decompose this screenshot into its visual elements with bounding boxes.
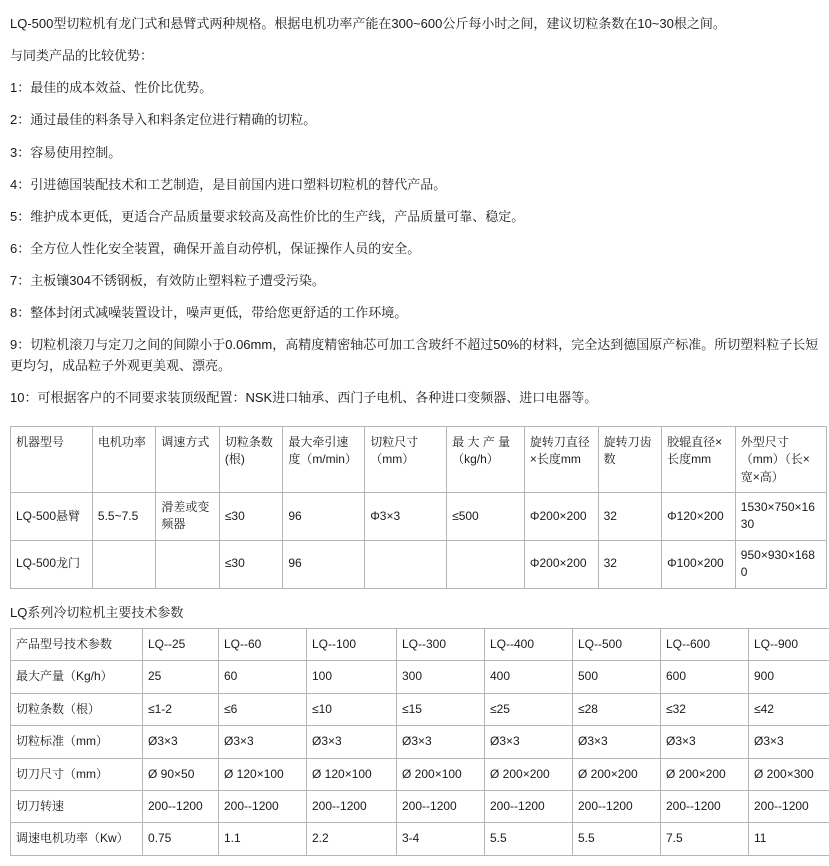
table-cell: 200--1200 <box>307 791 397 823</box>
table-cell: 60 <box>219 661 307 693</box>
table-cell: ≤15 <box>397 693 485 725</box>
table-row <box>11 791 829 823</box>
table-row <box>11 726 829 758</box>
table-cell: 11 <box>749 823 829 855</box>
advantage-item: 1：最佳的成本效益、性价比优势。 <box>6 72 823 104</box>
parameters-table <box>10 628 829 856</box>
column-header: LQ--60 <box>219 629 307 661</box>
table-cell: Ø 200×200 <box>573 758 661 790</box>
table-cell: Ø 120×100 <box>307 758 397 790</box>
column-header: 切粒条数(根) <box>219 426 282 492</box>
table-cell: Ø 200×200 <box>661 758 749 790</box>
table-cell: ≤32 <box>661 693 749 725</box>
row-label: 最大产量（Kg/h） <box>11 661 143 693</box>
advantage-item: 7：主板镶304不锈钢板，有效防止塑料粒子遭受污染。 <box>6 265 823 297</box>
column-header: 外型尺寸（mm）（长×宽×高） <box>735 426 826 492</box>
table-cell: ≤25 <box>485 693 573 725</box>
table-header-row <box>11 629 829 661</box>
table-cell: 600 <box>661 661 749 693</box>
table-cell: 96 <box>283 493 365 541</box>
table-cell: Ø3×3 <box>661 726 749 758</box>
params-section-title: LQ系列冷切粒机主要技术参数 <box>10 603 823 623</box>
advantage-item: 8：整体封闭式减噪装置设计，噪声更低，带给您更舒适的工作环境。 <box>6 297 823 329</box>
row-label: 切刀转速 <box>11 791 143 823</box>
table-row <box>11 823 829 855</box>
table-cell: ≤500 <box>447 493 525 541</box>
table-cell: Ø3×3 <box>397 726 485 758</box>
table-cell: Φ200×200 <box>524 540 598 588</box>
table-cell: Ø 120×100 <box>219 758 307 790</box>
table-cell: ≤1-2 <box>143 693 219 725</box>
table-cell: 300 <box>397 661 485 693</box>
table-cell: 200--1200 <box>485 791 573 823</box>
table-cell <box>92 540 155 588</box>
column-header: 胶辊直径×长度mm <box>662 426 736 492</box>
column-header: LQ--100 <box>307 629 397 661</box>
column-header: LQ--25 <box>143 629 219 661</box>
table-cell: 25 <box>143 661 219 693</box>
column-header: LQ--600 <box>661 629 749 661</box>
table-cell: 32 <box>598 493 661 541</box>
table-cell: 1.1 <box>219 823 307 855</box>
table-cell: ≤6 <box>219 693 307 725</box>
table-cell: Φ3×3 <box>365 493 447 541</box>
table-row <box>11 493 827 541</box>
table-cell: Ø 200×200 <box>485 758 573 790</box>
table-row <box>11 540 827 588</box>
table-cell: 200--1200 <box>573 791 661 823</box>
table-cell: 32 <box>598 540 661 588</box>
table-cell: 1530×750×1630 <box>735 493 826 541</box>
column-header: LQ--500 <box>573 629 661 661</box>
table-cell: 96 <box>283 540 365 588</box>
table-cell: LQ-500龙门 <box>11 540 93 588</box>
column-header: 最 大 产 量（kg/h） <box>447 426 525 492</box>
table-cell: 2.2 <box>307 823 397 855</box>
table-cell: Ø3×3 <box>219 726 307 758</box>
column-header: 最大牵引速度（m/min） <box>283 426 365 492</box>
table-cell: 3-4 <box>397 823 485 855</box>
advantage-item: 3：容易使用控制。 <box>6 137 823 169</box>
row-label: 切粒条数（根） <box>11 693 143 725</box>
intro-paragraph-1: LQ-500型切粒机有龙门式和悬臂式两种规格。根据电机功率产能在300~600公斤每小时之间，建议切粒条数在10~30根之间。 <box>6 8 823 40</box>
table-cell: 100 <box>307 661 397 693</box>
table-cell: LQ-500悬臂 <box>11 493 93 541</box>
column-header: 产品型号技术参数 <box>11 629 143 661</box>
table-cell: Ø3×3 <box>143 726 219 758</box>
row-label: 切刀尺寸（mm） <box>11 758 143 790</box>
row-label: 切粒标准（mm） <box>11 726 143 758</box>
table-cell: 0.75 <box>143 823 219 855</box>
table-cell: 200--1200 <box>397 791 485 823</box>
table-cell: 400 <box>485 661 573 693</box>
table-cell: 500 <box>573 661 661 693</box>
table-cell: Ø 200×300 <box>749 758 829 790</box>
advantage-item: 5：维护成本更低，更适合产品质量要求较高及高性价比的生产线，产品质量可靠、稳定。 <box>6 201 823 233</box>
table-cell: 900 <box>749 661 829 693</box>
table-cell: 950×930×1680 <box>735 540 826 588</box>
table-cell: ≤28 <box>573 693 661 725</box>
advantage-item: 2：通过最佳的料条导入和料条定位进行精确的切粒。 <box>6 104 823 136</box>
table-cell: Ø3×3 <box>307 726 397 758</box>
table-cell: ≤42 <box>749 693 829 725</box>
intro-paragraph-2: 与同类产品的比较优势： <box>6 40 823 72</box>
column-header: 旋转刀齿数 <box>598 426 661 492</box>
table-cell: Ø 90×50 <box>143 758 219 790</box>
table-row <box>11 693 829 725</box>
table-cell <box>365 540 447 588</box>
table-cell <box>447 540 525 588</box>
column-header: 调速方式 <box>156 426 219 492</box>
advantage-item: 10：可根据客户的不同要求装顶级配置：NSK进口轴承、西门子电机、各种进口变频器、进口电器等。 <box>6 382 823 414</box>
table-cell: Ø 200×100 <box>397 758 485 790</box>
column-header: LQ--900 <box>749 629 829 661</box>
table-cell: 7.5 <box>661 823 749 855</box>
advantage-item: 6：全方位人性化安全装置，确保开盖自动停机，保证操作人员的安全。 <box>6 233 823 265</box>
table-cell: Ø3×3 <box>485 726 573 758</box>
table-cell: 5.5 <box>485 823 573 855</box>
table-cell: Φ100×200 <box>662 540 736 588</box>
column-header: LQ--400 <box>485 629 573 661</box>
column-header: 切粒尺寸（mm） <box>365 426 447 492</box>
table-cell: ≤30 <box>219 540 282 588</box>
table-cell: Ø3×3 <box>573 726 661 758</box>
table-cell: 滑差或变频器 <box>156 493 219 541</box>
column-header: LQ--300 <box>397 629 485 661</box>
table-cell: ≤10 <box>307 693 397 725</box>
column-header: 机器型号 <box>11 426 93 492</box>
table-row <box>11 661 829 693</box>
table-cell: Φ120×200 <box>662 493 736 541</box>
table-row <box>11 758 829 790</box>
specification-table <box>10 426 827 589</box>
table-cell: Φ200×200 <box>524 493 598 541</box>
column-header: 电机功率 <box>92 426 155 492</box>
table-cell: 200--1200 <box>143 791 219 823</box>
table-cell: 200--1200 <box>219 791 307 823</box>
table-cell <box>156 540 219 588</box>
table-cell: 5.5~7.5 <box>92 493 155 541</box>
advantage-item: 9：切粒机滚刀与定刀之间的间隙小于0.06mm，高精度精密轴芯可加工含玻纤不超过50%的材料，完全达到德国原产标准。所切塑料粒子长短更均匀，成品粒子外观更美观、漂亮。 <box>6 329 823 381</box>
table-cell: 200--1200 <box>749 791 829 823</box>
row-label: 调速电机功率（Kw） <box>11 823 143 855</box>
column-header: 旋转刀直径×长度mm <box>524 426 598 492</box>
table-cell: Ø3×3 <box>749 726 829 758</box>
table-cell: ≤30 <box>219 493 282 541</box>
table-header-row <box>11 426 827 492</box>
table-cell: 5.5 <box>573 823 661 855</box>
table-cell: 200--1200 <box>661 791 749 823</box>
advantage-item: 4：引进德国装配技术和工艺制造，是目前国内进口塑料切粒机的替代产品。 <box>6 169 823 201</box>
